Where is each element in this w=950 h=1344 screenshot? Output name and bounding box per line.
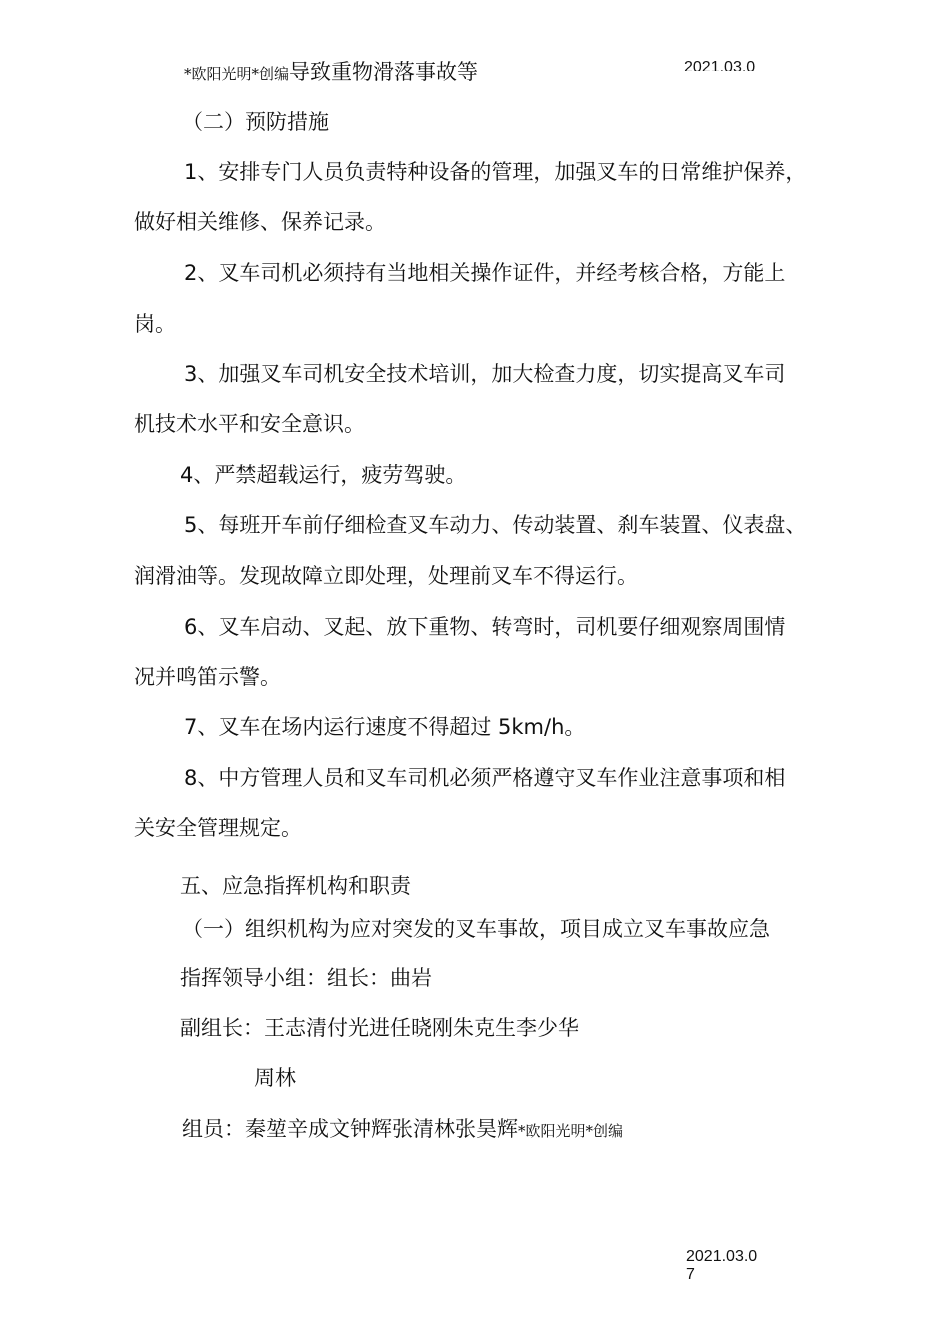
members-watermark: *欧阳光明*创编 bbox=[518, 1122, 624, 1140]
item8-line1: 8、中方管理人员和叉车司机必须严格遵守叉车作业注意事项和相 bbox=[184, 766, 786, 790]
org-line1: （一）组织机构为应对突发的叉车事故，项目成立叉车事故应急 bbox=[182, 917, 770, 941]
org-line2: 指挥领导小组：组长：曲岩 bbox=[180, 966, 432, 990]
item4: 4、严禁超载运行，疲劳驾驶。 bbox=[180, 463, 467, 487]
item3-line1: 3、加强叉车司机安全技术培训，加大检查力度，切实提高叉车司 bbox=[184, 362, 786, 386]
footer-date-line2: 7 bbox=[686, 1265, 695, 1283]
item6-line2: 况并鸣笛示警。 bbox=[134, 665, 281, 689]
item1-line2: 做好相关维修、保养记录。 bbox=[134, 210, 386, 234]
deputy-leaders-cont: 周林 bbox=[254, 1066, 296, 1090]
item2-line1: 2、叉车司机必须持有当地相关操作证件，并经考核合格，方能上 bbox=[184, 261, 786, 285]
header-date: 2021.03.0 bbox=[684, 59, 756, 71]
members-line bbox=[182, 1119, 623, 1140]
footer-date-line1: 2021.03.0 bbox=[686, 1248, 758, 1265]
footer-date bbox=[686, 1248, 757, 1283]
header-text: 导致重物滑落事故等 bbox=[289, 60, 479, 84]
item1-line1: 1、安排专门人员负责特种设备的管理，加强叉车的日常维护保养， bbox=[184, 160, 807, 184]
item7: 7、叉车在场内运行速度不得超过 5km/h。 bbox=[184, 715, 586, 739]
item2-line2: 岗。 bbox=[134, 312, 176, 336]
item5-line1: 5、每班开车前仔细检查叉车动力、传动装置、刹车装置、仪表盘、 bbox=[184, 513, 807, 537]
item5-line2: 润滑油等。发现故障立即处理，处理前叉车不得运行。 bbox=[134, 564, 638, 588]
members-text: 组员：秦堃辛成文钟辉张清林张昊辉 bbox=[182, 1117, 518, 1141]
header-watermark: *欧阳光明*创编 bbox=[184, 65, 290, 83]
deputy-leaders: 副组长：王志清付光进任晓刚朱克生李少华 bbox=[180, 1016, 579, 1040]
item6-line1: 6、叉车启动、叉起、放下重物、转弯时，司机要仔细观察周围情 bbox=[184, 615, 786, 639]
section5-heading: 五、应急指挥机构和职责 bbox=[180, 874, 411, 898]
item8-line2: 关安全管理规定。 bbox=[134, 816, 302, 840]
header-line bbox=[184, 62, 478, 83]
item3-line2: 机技术水平和安全意识。 bbox=[134, 412, 365, 436]
subhead-prevention: （二）预防措施 bbox=[182, 110, 329, 134]
